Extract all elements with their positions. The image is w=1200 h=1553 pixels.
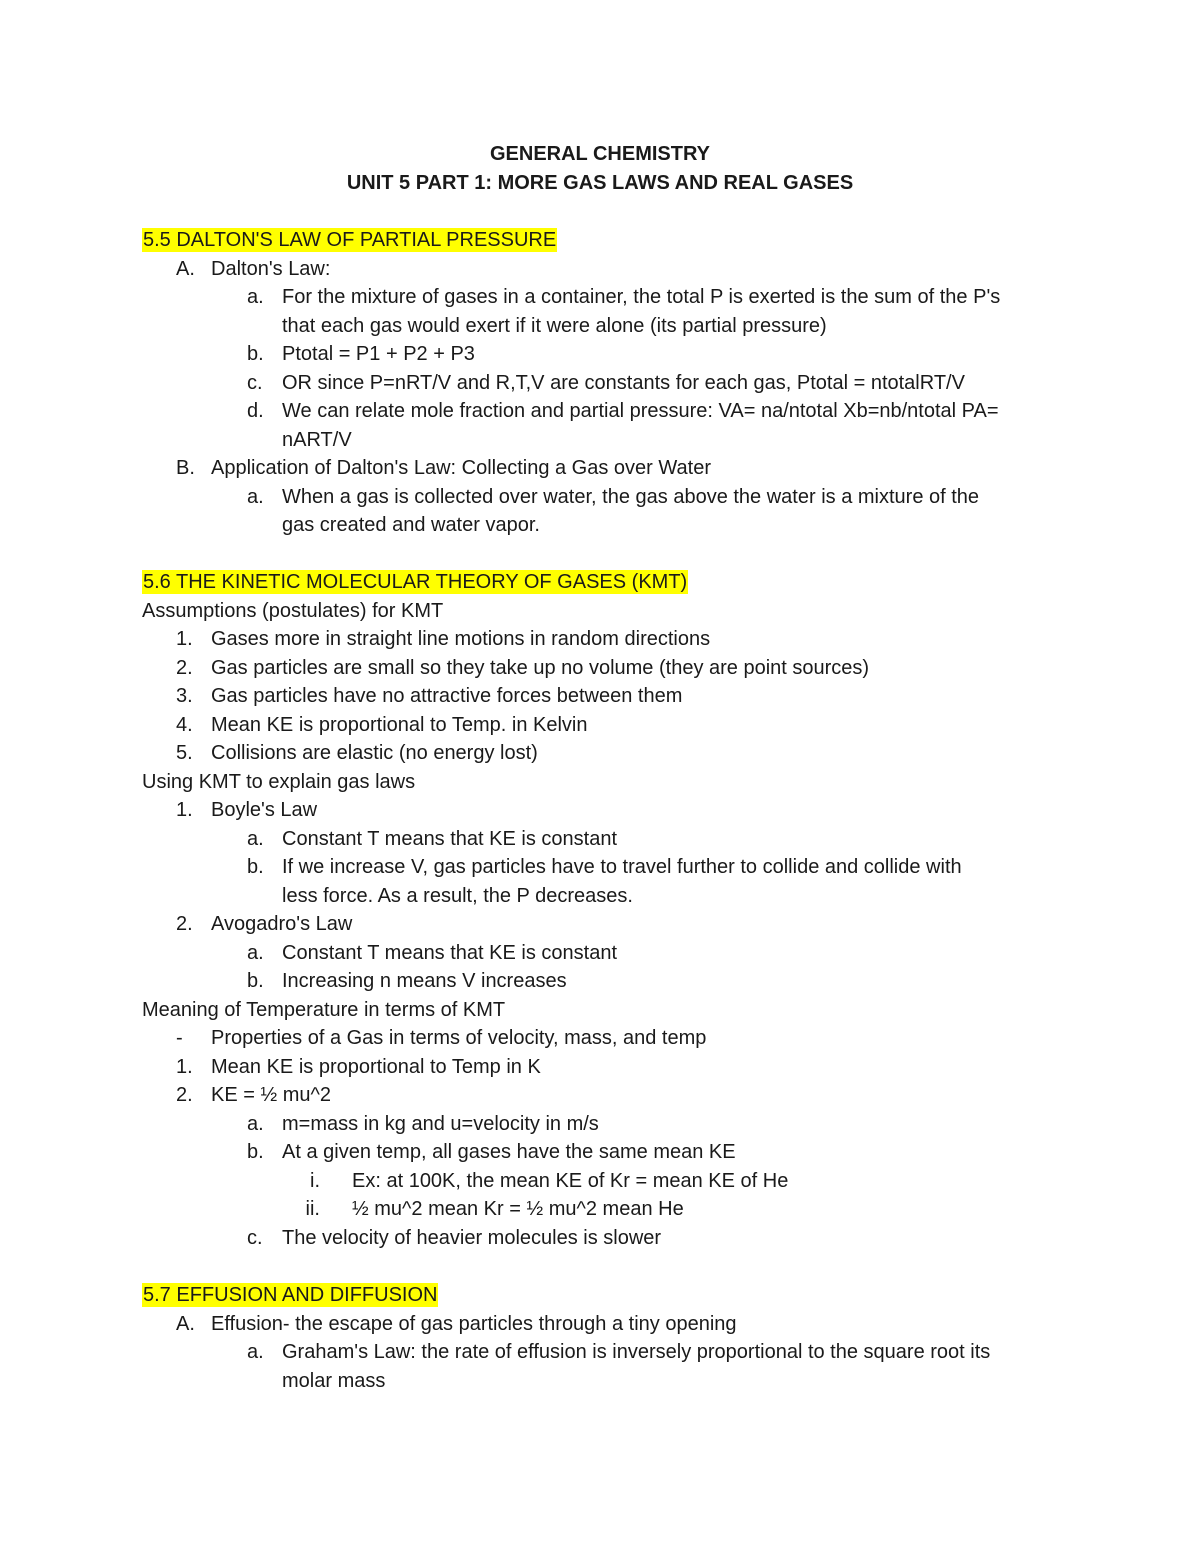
list-item-text: Application of Dalton's Law: Collecting a Gas over Water — [211, 457, 711, 479]
list-item-text: nART/V — [282, 429, 352, 451]
list-item-text: Gas particles have no attractive forces between them — [211, 685, 683, 707]
list-marker: a. — [247, 828, 264, 850]
list-item-text: Avogadro's Law — [211, 913, 353, 935]
list-marker: c. — [247, 372, 263, 394]
list-item-text: molar mass — [282, 1370, 386, 1392]
list-item-text: Gas particles are small so they take up no volume (they are point sources) — [211, 657, 870, 679]
list-item-text: When a gas is collected over water, the gas above the water is a mixture of the — [282, 486, 980, 508]
list-item-text: We can relate mole fraction and partial pressure: VA= na/ntotal Xb=nb/ntotal PA= — [282, 400, 999, 422]
list-item-text: Gases more in straight line motions in random directions — [211, 628, 711, 650]
list-marker: b. — [247, 856, 264, 878]
list-marker: b. — [247, 1141, 264, 1163]
list-marker: a. — [247, 1113, 264, 1135]
list-marker: 2. — [176, 913, 193, 935]
list-item-text: Ptotal = P1 + P2 + P3 — [282, 343, 475, 365]
list-item-text: Effusion- the escape of gas particles through a tiny opening — [211, 1313, 737, 1335]
list-item-text: less force. As a result, the P decreases. — [282, 885, 633, 907]
paragraph-label: Using KMT to explain gas laws — [142, 771, 416, 793]
paragraph-label: Meaning of Temperature in terms of KMT — [142, 999, 506, 1021]
list-item-text: ½ mu^2 mean Kr = ½ mu^2 mean He — [352, 1198, 684, 1220]
list-marker: i. — [310, 1170, 320, 1192]
list-marker: a. — [247, 486, 264, 508]
list-marker: 1. — [176, 799, 193, 821]
list-item-text: Dalton's Law: — [211, 258, 331, 280]
list-marker: 1. — [176, 1056, 193, 1078]
list-item-text: Ex: at 100K, the mean KE of Kr = mean KE of He — [352, 1170, 789, 1192]
list-marker: d. — [247, 400, 264, 422]
list-item-text: Boyle's Law — [211, 799, 318, 821]
list-item-text: Properties of a Gas in terms of velocity, mass, and temp — [211, 1027, 707, 1049]
list-marker: a. — [247, 942, 264, 964]
list-item-text: Graham's Law: the rate of effusion is inversely proportional to the square root its — [282, 1341, 991, 1363]
document-subtitle: UNIT 5 PART 1: MORE GAS LAWS AND REAL GASES — [346, 172, 854, 194]
section-heading-5-7: 5.7 EFFUSION AND DIFFUSION — [143, 1284, 438, 1306]
list-marker: a. — [247, 1341, 264, 1363]
list-item-text: If we increase V, gas particles have to travel further to collide and collide with — [282, 856, 962, 878]
list-item-text: Collisions are elastic (no energy lost) — [211, 742, 538, 764]
list-item-text: m=mass in kg and u=velocity in m/s — [282, 1113, 599, 1135]
list-marker: ii. — [305, 1198, 320, 1220]
list-marker: - — [176, 1027, 183, 1049]
section-heading-5-6: 5.6 THE KINETIC MOLECULAR THEORY OF GASES (KMT) — [143, 571, 688, 593]
list-item-text: OR since P=nRT/V and R,T,V are constants for each gas, Ptotal = ntotalRT/V — [282, 372, 965, 394]
list-item-text: Increasing n means V increases — [282, 970, 567, 992]
list-marker: 5. — [176, 742, 193, 764]
list-item-text: Mean KE is proportional to Temp. in Kelvin — [211, 714, 588, 736]
list-item-text: For the mixture of gases in a container, the total P is exerted is the sum of the P's — [282, 286, 1001, 308]
list-item-text: Constant T means that KE is constant — [282, 942, 617, 964]
list-marker: 2. — [176, 1084, 193, 1106]
paragraph-label: Assumptions (postulates) for KMT — [142, 600, 444, 622]
list-item-text: The velocity of heavier molecules is slower — [282, 1227, 662, 1249]
list-marker: A. — [176, 1313, 195, 1335]
list-marker: 2. — [176, 657, 193, 679]
document-title: GENERAL CHEMISTRY — [489, 143, 711, 165]
list-marker: a. — [247, 286, 264, 308]
list-marker: b. — [247, 343, 264, 365]
list-marker: A. — [176, 258, 195, 280]
list-item-text: gas created and water vapor. — [282, 514, 540, 536]
list-item-text: KE = ½ mu^2 — [211, 1084, 331, 1106]
list-marker: 4. — [176, 714, 193, 736]
list-marker: 3. — [176, 685, 193, 707]
list-marker: B. — [176, 457, 195, 479]
list-item-text: Mean KE is proportional to Temp in K — [211, 1056, 541, 1078]
list-item-text: At a given temp, all gases have the same mean KE — [282, 1141, 736, 1163]
list-item-text: Constant T means that KE is constant — [282, 828, 617, 850]
list-marker: b. — [247, 970, 264, 992]
list-item-text: that each gas would exert if it were alone (its partial pressure) — [282, 315, 827, 337]
list-marker: 1. — [176, 628, 193, 650]
section-heading-5-5: 5.5 DALTON'S LAW OF PARTIAL PRESSURE — [143, 229, 557, 251]
list-marker: c. — [247, 1227, 263, 1249]
